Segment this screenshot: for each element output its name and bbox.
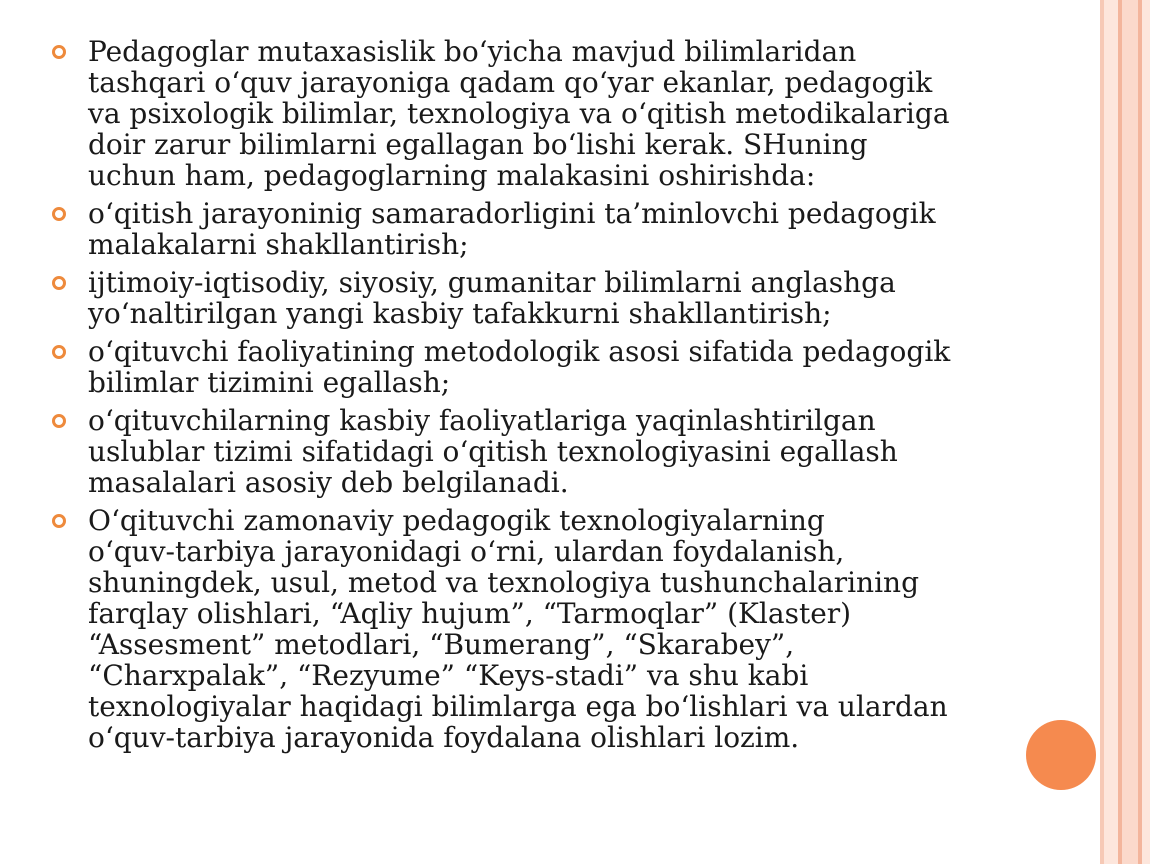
- circle-bullet-icon: [52, 514, 66, 528]
- bullet-item: [50, 267, 1050, 329]
- bullet-text: o‘qitish jarayoninig samaradorligini ta’minlovchi pedagogik malakalarni shakllantirish;: [88, 197, 936, 261]
- bullet-item: [50, 505, 1050, 753]
- circle-bullet-icon: [52, 276, 66, 290]
- circle-bullet-icon: [52, 414, 66, 428]
- bullet-text: o‘qituvchilarning kasbiy faoliyatlariga yaqinlashtirilgan uslublar tizimi sifatidagi o‘qitish texnologiyasini egallash masalalari asosiy deb belgilanadi.: [88, 404, 898, 499]
- bullet-item: [50, 336, 1050, 398]
- decorative-stripe: [1142, 0, 1150, 864]
- circle-bullet-icon: [52, 345, 66, 359]
- circle-bullet-icon: [52, 207, 66, 221]
- bullet-item: [50, 198, 1050, 260]
- decorative-stripe: [1104, 0, 1118, 864]
- bullet-text: Pedagoglar mutaxasislik bo‘yicha mavjud bilimlaridan tashqari o‘quv jarayoniga qadam qo‘yar ekanlar, pedagogik va psixologik bilimlar, texnologiya va o‘qitish metodikalariga doir zarur bilimlarni egallagan bo‘lishi kerak. SHuning uchun ham, pedagoglarning malakasini oshirishda:: [88, 35, 950, 192]
- bullet-text: O‘qituvchi zamonaviy pedagogik texnologiyalarning o‘quv-tarbiya jarayonidagi o‘rni, ulardan foydalanish, shuningdek, usul, metod va texnologiya tushunchalarining farqlay olishlari, “Aqliy hujum”, “Tarmoqlar” (Klaster) “Assesment” metodlari, “Bumerang”, “Skarabey”, “Charxpalak”, “Rezyume” “Keys-stadi” va shu kabi texnologiyalar haqidagi bilimlarga ega bo‘lishlari va ulardan o‘quv-tarbiya jarayonida foydalana olishlari lozim.: [88, 504, 948, 754]
- bullet-text: ijtimoiy-iqtisodiy, siyosiy, gumanitar bilimlarni anglashga yo‘naltirilgan yangi kasbiy tafakkurni shakllantirish;: [88, 266, 896, 330]
- decorative-stripe: [1122, 0, 1138, 864]
- slide-content: [50, 36, 1050, 760]
- bullet-item: [50, 405, 1050, 498]
- circle-bullet-icon: [52, 45, 66, 59]
- bullet-item: [50, 36, 1050, 191]
- bullet-text: o‘qituvchi faoliyatining metodologik asosi sifatida pedagogik bilimlar tizimini egallash;: [88, 335, 951, 399]
- bullet-list: [50, 36, 1050, 753]
